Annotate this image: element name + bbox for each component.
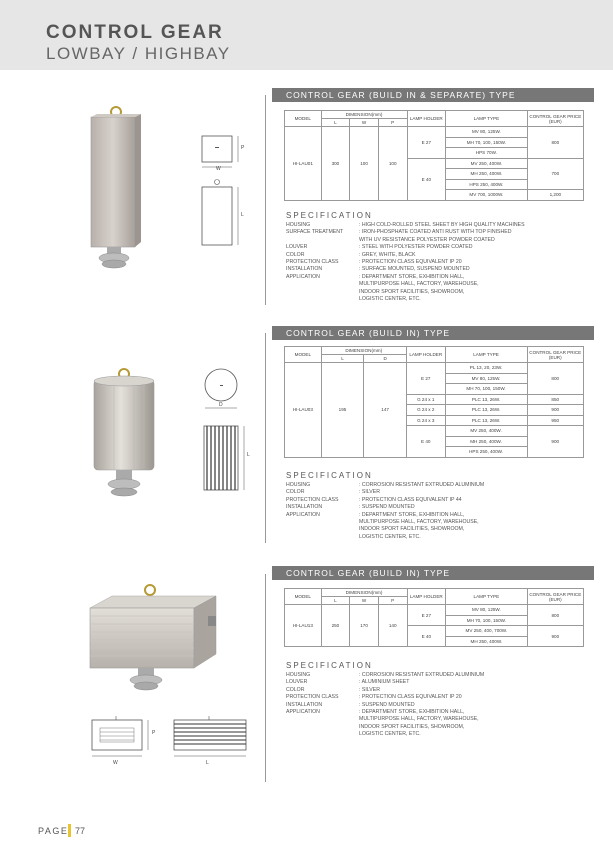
- spec-value: : SUSPEND MOUNTED: [359, 504, 415, 511]
- cell-lamp-type: MH 250, 400W.: [445, 436, 527, 447]
- spec-value: : SURFACE MOUNTED, SUSPEND MOUNTED: [359, 266, 470, 273]
- cell-lamp-type: MV 250, 400W.: [446, 158, 528, 169]
- spec-label: PROTECTION CLASS: [286, 694, 339, 701]
- spec-value: WITH UV RESISTANCE POLYESTER POWDER COATED: [359, 236, 495, 243]
- col-lamp-holder: LAMP HOLDER: [407, 111, 446, 127]
- spec-row: [286, 534, 589, 541]
- col-lamp-type: LAMP TYPE: [446, 589, 528, 605]
- spec-value: : SILVER: [359, 489, 380, 496]
- page-title: CONTROL GEAR: [46, 22, 224, 43]
- spec-value: LOGISTIC CENTER, ETC.: [359, 731, 421, 738]
- cell-price: 800: [527, 363, 584, 395]
- spec-value: : GREY, WHITE, BLACK: [359, 251, 416, 258]
- cell-holder: G 24 x 3: [406, 415, 445, 426]
- col-lamp-type: LAMP TYPE: [446, 111, 528, 127]
- col-dimension: DIMENSION(mm): [321, 111, 407, 119]
- drawing-side-view-3: [172, 716, 252, 766]
- cell-price: 950: [527, 415, 584, 426]
- spec-value: : DEPARTMENT STORE, EXHIBITION HALL,: [359, 511, 465, 518]
- col-lamp-type: LAMP TYPE: [445, 347, 527, 363]
- spec-label: APPLICATION: [286, 709, 320, 716]
- cell-l: 250: [321, 605, 350, 647]
- col-price: CONTROL GEAR PRICE (EUR): [527, 347, 584, 363]
- spec-row: [286, 222, 589, 229]
- cell-price: 1,200: [527, 190, 583, 201]
- spec-value: LOGISTIC CENTER, ETC.: [359, 296, 421, 303]
- cell-lamp-type: MV 250, 400, 700W.: [446, 626, 528, 637]
- cell-holder: E 27: [406, 363, 445, 395]
- col-l: L: [321, 355, 364, 363]
- cell-lamp-type: MH 70, 100, 150W.: [446, 615, 528, 626]
- spec-value: : IRON-PHOSPHATE COATED ANTI RUST WITH TOP FINISHED: [359, 229, 512, 236]
- col-model: MODEL: [285, 111, 322, 127]
- cell-l: 195: [321, 363, 364, 458]
- spec-row: [286, 519, 589, 526]
- cell-lamp-type: MV 80, 125W.: [446, 127, 528, 138]
- spec-value: : SUSPEND MOUNTED: [359, 701, 415, 708]
- col-lamp-holder: LAMP HOLDER: [406, 347, 445, 363]
- spec-row: [286, 709, 589, 716]
- spec-label: APPLICATION: [286, 511, 320, 518]
- spec-label: SURFACE TREATMENT: [286, 229, 344, 236]
- spec-row: [286, 702, 589, 709]
- cell-holder: E 27: [407, 605, 446, 626]
- spec-value: : HIGH COLD-ROLLED STEEL SHEET BY HIGH QUALITY MACHINES: [359, 222, 525, 228]
- col-p: P: [378, 119, 407, 127]
- col-dimension: DIMENSION(mm): [321, 589, 407, 597]
- cell-holder: G 24 x 1: [406, 394, 445, 405]
- spec-row: [286, 497, 589, 504]
- col-l: L: [321, 597, 350, 605]
- cell-model: HI-LAU13: [285, 605, 322, 647]
- cell-lamp-type: MV 250, 400W.: [445, 426, 527, 437]
- spec-value: INDOOR SPORT FACILITIES, SHOWROOM,: [359, 288, 465, 295]
- spec-label: COLOR: [286, 686, 305, 693]
- cell-price: 900: [527, 405, 584, 416]
- drawing-front-view-3: [88, 716, 158, 766]
- page-accent-bar: [68, 824, 71, 837]
- section-2-title-bar: CONTROL GEAR (BUILD IN) TYPE: [272, 326, 594, 340]
- spec-label: [286, 289, 359, 296]
- spec-value: : DEPARTMENT STORE, EXHIBITION HALL,: [359, 709, 465, 716]
- col-w: W: [350, 597, 379, 605]
- spec-row: [286, 237, 589, 244]
- spec-value: : PROTECTION CLASS EQUIVALENT IP 20: [359, 259, 462, 266]
- spec-label: PROTECTION CLASS: [286, 259, 339, 266]
- spec-label: APPLICATION: [286, 273, 320, 280]
- spec-row: [286, 526, 589, 533]
- cell-model: HI-LAU01: [285, 127, 322, 201]
- spec-label: LOUVER: [286, 679, 308, 686]
- spec-label: [286, 296, 359, 303]
- cell-lamp-type: MV 80, 125W.: [445, 373, 527, 384]
- spec-value: LOGISTIC CENTER, ETC.: [359, 533, 421, 540]
- spec-label: [286, 237, 359, 244]
- cell-price: 900: [527, 426, 584, 458]
- spec-row: [286, 229, 589, 236]
- spec-row: [286, 482, 589, 489]
- spec-value: MULTIPURPOSE HALL, FACTORY, WAREHOUSE,: [359, 281, 479, 288]
- cell-lamp-type: HPS 250, 400W.: [445, 447, 527, 458]
- drawing-side-view-1: [198, 178, 258, 248]
- dim-label-w-3: W: [113, 760, 118, 766]
- cell-lamp-type: MV 80, 125W.: [446, 605, 528, 616]
- cell-lamp-type: MV 700, 1000W.: [446, 190, 528, 201]
- cell-lamp-type: PLC 13, 26W.: [445, 415, 527, 426]
- drawing-side-view-2: [200, 424, 255, 494]
- product-image-hi-lau01: [85, 104, 155, 274]
- spec-title-1: SPECIFICATION: [286, 211, 373, 220]
- dim-label-l-1: L: [241, 212, 244, 218]
- spec-label: [286, 724, 359, 731]
- spec-table-2: [284, 346, 584, 458]
- spec-label: [286, 731, 359, 738]
- col-model: MODEL: [285, 347, 322, 363]
- dim-label-p-1: P: [241, 145, 245, 151]
- spec-list-1: [286, 222, 589, 303]
- spec-row: [286, 679, 589, 686]
- spec-value: : STEEL WITH POLYESTER POWDER COATED: [359, 244, 473, 251]
- cell-lamp-type: MH 70, 100, 150W.: [446, 137, 528, 148]
- col-price: CONTROL GEAR PRICE (EUR): [527, 589, 583, 605]
- spec-label: LOUVER: [286, 244, 308, 251]
- col-model: MODEL: [285, 589, 322, 605]
- section-3-title-bar: CONTROL GEAR (BUILD IN) TYPE: [272, 566, 594, 580]
- spec-value: MULTIPURPOSE HALL, FACTORY, WAREHOUSE,: [359, 519, 479, 526]
- spec-list-2: [286, 482, 589, 541]
- spec-title-2: SPECIFICATION: [286, 471, 373, 480]
- cell-lamp-type: MH 250, 400W.: [446, 169, 528, 180]
- cell-lamp-type: MH 250, 400W.: [446, 636, 528, 647]
- spec-value: : PROTECTION CLASS EQUIVALENT IP 44: [359, 496, 462, 503]
- cell-holder: E 40: [407, 626, 446, 647]
- spec-title-3: SPECIFICATION: [286, 661, 373, 670]
- spec-row: [286, 687, 589, 694]
- col-p: P: [378, 597, 407, 605]
- spec-label: [286, 281, 359, 288]
- spec-row: [286, 296, 589, 303]
- spec-label: PROTECTION CLASS: [286, 496, 339, 503]
- spec-label: INSTALLATION: [286, 701, 323, 708]
- cell-lamp-type: PL 13, 20, 23W.: [445, 363, 527, 374]
- spec-table-3: [284, 588, 584, 647]
- spec-label: INSTALLATION: [286, 504, 323, 511]
- col-d: D: [364, 355, 407, 363]
- col-w: W: [350, 119, 379, 127]
- spec-label: INSTALLATION: [286, 266, 323, 273]
- section-1-title-bar: CONTROL GEAR (BUILD IN & SEPARATE) TYPE: [272, 88, 594, 102]
- cell-lamp-type: PLC 13, 26W.: [445, 405, 527, 416]
- cell-price: 700: [527, 158, 583, 190]
- spec-row: [286, 281, 589, 288]
- spec-row: [286, 731, 589, 738]
- cell-d: 147: [364, 363, 407, 458]
- spec-value: MULTIPURPOSE HALL, FACTORY, WAREHOUSE,: [359, 716, 479, 723]
- page-subtitle: LOWBAY / HIGHBAY: [46, 44, 231, 63]
- cell-l: 300: [321, 127, 350, 201]
- spec-table-1: [284, 110, 584, 201]
- page-number: 77: [75, 826, 86, 836]
- spec-label: HOUSING: [286, 672, 311, 678]
- col-dimension: DIMENSION(mm): [321, 347, 406, 355]
- cell-lamp-type: PLC 13, 26W.: [445, 394, 527, 405]
- spec-value: : CORROSION RESISTANT EXTRUDED ALUMINIUM: [359, 482, 485, 488]
- product-image-hi-lau13: [82, 582, 222, 692]
- spec-value: INDOOR SPORT FACILITIES, SHOWROOM,: [359, 526, 465, 533]
- spec-label: COLOR: [286, 251, 305, 258]
- spec-row: [286, 244, 589, 251]
- spec-row: [286, 252, 589, 259]
- spec-value: : ALUMINIUM SHEET: [359, 679, 410, 686]
- drawing-top-view-1: [198, 134, 258, 174]
- spec-label: HOUSING: [286, 482, 311, 488]
- cell-p: 100: [378, 127, 407, 201]
- spec-value: : CORROSION RESISTANT EXTRUDED ALUMINIUM: [359, 672, 485, 678]
- cell-model: HI-LAU03: [285, 363, 322, 458]
- spec-row: [286, 274, 589, 281]
- spec-value: : SILVER: [359, 686, 380, 693]
- cell-p: 140: [378, 605, 407, 647]
- spec-row: [286, 512, 589, 519]
- spec-row: [286, 694, 589, 701]
- spec-label: [286, 534, 359, 541]
- section-divider-1: [265, 95, 266, 305]
- spec-row: [286, 504, 589, 511]
- section-divider-2: [265, 333, 266, 543]
- col-lamp-holder: LAMP HOLDER: [407, 589, 446, 605]
- spec-label: COLOR: [286, 489, 305, 496]
- spec-row: [286, 489, 589, 496]
- cell-price: 800: [527, 127, 583, 159]
- cell-lamp-type: HPS 250, 400W.: [446, 179, 528, 190]
- spec-label: HOUSING: [286, 222, 311, 228]
- cell-lamp-type: HPS 70W.: [446, 148, 528, 159]
- spec-label: [286, 526, 359, 533]
- spec-value: : DEPARTMENT STORE, EXHIBITION HALL,: [359, 273, 465, 280]
- spec-row: [286, 259, 589, 266]
- cell-holder: E 27: [407, 127, 446, 159]
- dim-label-l-3: L: [206, 760, 209, 766]
- dim-label-d-2: D: [219, 402, 223, 408]
- cell-holder: E 40: [407, 158, 446, 200]
- dim-label-w-1: W: [216, 166, 221, 172]
- spec-list-3: [286, 672, 589, 739]
- drawing-top-view-2: [200, 366, 250, 414]
- spec-row: [286, 289, 589, 296]
- cell-holder: G 24 x 2: [406, 405, 445, 416]
- dim-label-l-2: L: [247, 452, 250, 458]
- section-divider-3: [265, 574, 266, 782]
- cell-price: 850: [527, 394, 584, 405]
- spec-row: [286, 672, 589, 679]
- cell-lamp-type: MH 70, 100, 150W.: [445, 384, 527, 395]
- spec-label: [286, 519, 359, 526]
- spec-row: [286, 716, 589, 723]
- cell-w: 100: [350, 127, 379, 201]
- spec-value: INDOOR SPORT FACILITIES, SHOWROOM,: [359, 723, 465, 730]
- cell-holder: E 40: [406, 426, 445, 458]
- cell-price: 800: [527, 605, 583, 626]
- cell-w: 170: [350, 605, 379, 647]
- col-l: L: [321, 119, 350, 127]
- spec-row: [286, 266, 589, 273]
- page-label: PAGE: [38, 826, 69, 836]
- dim-label-p-3: P: [152, 730, 156, 736]
- col-price: CONTROL GEAR PRICE (EUR): [527, 111, 583, 127]
- spec-row: [286, 724, 589, 731]
- cell-price: 900: [527, 626, 583, 647]
- product-image-hi-lau03: [84, 366, 164, 506]
- spec-label: [286, 716, 359, 723]
- spec-value: : PROTECTION CLASS EQUIVALENT IP 20: [359, 694, 462, 701]
